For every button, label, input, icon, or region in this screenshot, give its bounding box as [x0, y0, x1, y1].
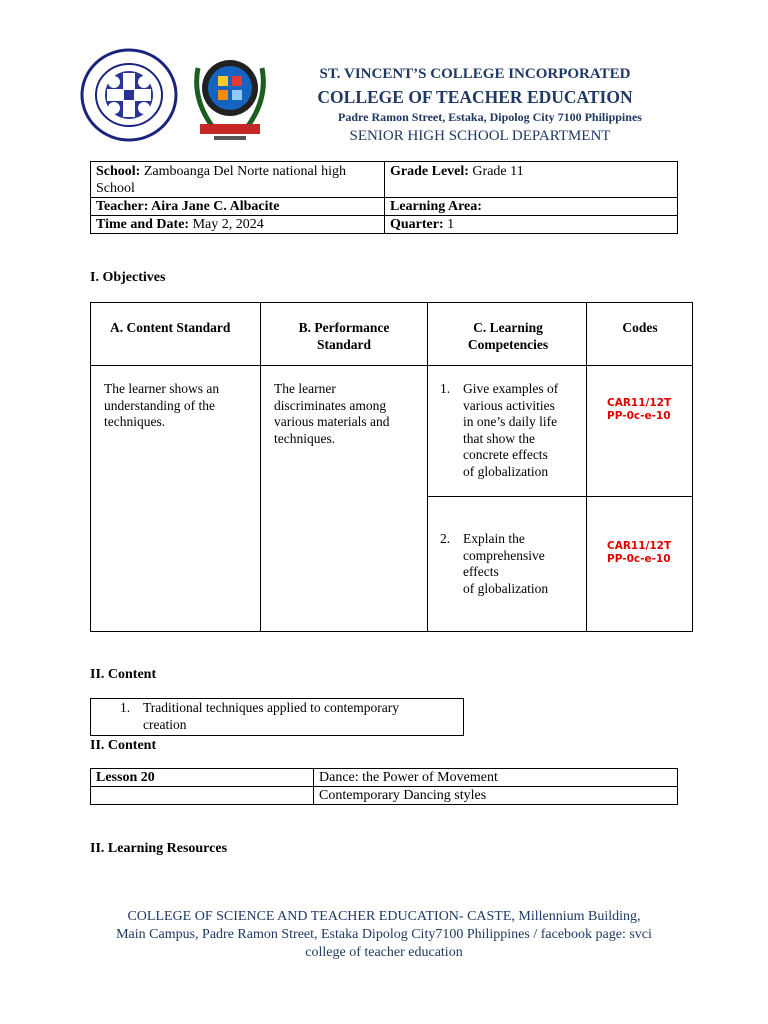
- info-table: [90, 161, 678, 234]
- content-std-line: understanding of the: [104, 397, 215, 413]
- col-performance-line1: B. Performance: [298, 320, 390, 335]
- footer-line: COLLEGE OF SCIENCE AND TEACHER EDUCATION- CASTE, Millennium Building,: [127, 909, 641, 924]
- comp1-line: Give examples of: [463, 381, 559, 396]
- col-competencies-line2: Competencies: [467, 336, 549, 352]
- obj-hline-comp: [427, 496, 692, 497]
- grade-label: Grade Level:: [390, 164, 469, 179]
- lesson-title: Dance: the Power of Movement: [314, 769, 678, 787]
- obj-hline-header: [90, 365, 692, 366]
- quarter-value: 1: [443, 217, 455, 232]
- school-value-1: Zamboanga Del Norte national high: [140, 164, 347, 179]
- code-2-line: CAR11/12T: [607, 540, 672, 552]
- cte-seal-logo: [190, 48, 270, 144]
- obj-vline-1: [260, 302, 261, 632]
- comp2-line: Explain the: [463, 531, 525, 546]
- code-1-line: PP-0c-e-10: [607, 410, 671, 422]
- lesson-label: Lesson 20: [91, 769, 314, 787]
- obj-vline-2: [427, 302, 428, 632]
- time-cell: [91, 216, 385, 234]
- department: SENIOR HIGH SCHOOL DEPARTMENT: [349, 128, 611, 144]
- comp1-line: that show the: [463, 430, 535, 446]
- code-2-line: PP-0c-e-10: [607, 553, 671, 565]
- footer-line: college of teacher education: [305, 945, 463, 960]
- content-item-text: [143, 700, 461, 733]
- perf-std-line: discriminates among: [274, 397, 387, 413]
- address: Padre Ramon Street, Estaka, Dipolog City 7100 Philippines: [338, 110, 642, 124]
- code-1: [607, 397, 671, 423]
- content-std-line: The learner shows an: [104, 381, 220, 396]
- comp2-line: effects: [463, 564, 499, 579]
- teacher-cell: Teacher: Aira Jane C. Albacite: [91, 198, 385, 216]
- col-performance-line2: Standard: [316, 336, 372, 352]
- comp1-line: of globalization: [463, 463, 549, 479]
- comp2-line: of globalization: [463, 580, 549, 596]
- learning-area-cell: Learning Area:: [385, 198, 678, 216]
- competency-2-number: 2.: [440, 531, 451, 546]
- objectives-heading: I. Objectives: [90, 270, 166, 285]
- time-value: May 2, 2024: [189, 217, 264, 232]
- col-content-standard: A. Content Standard: [110, 320, 231, 335]
- content-standard-text: [104, 381, 256, 431]
- college-name: COLLEGE OF TEACHER EDUCATION: [317, 87, 633, 107]
- comp2-line: comprehensive: [463, 547, 545, 563]
- perf-std-line: various materials and: [274, 414, 390, 429]
- svci-seal-logo: [80, 48, 178, 142]
- lesson-empty-cell: [91, 787, 314, 805]
- code-2: [607, 540, 671, 566]
- school-value-2: School: [96, 181, 135, 196]
- resources-heading: II. Learning Resources: [90, 841, 228, 856]
- content-item-number: 1.: [120, 700, 131, 715]
- time-label: Time and Date:: [96, 217, 190, 232]
- quarter-cell: [385, 216, 678, 234]
- perf-std-line: The learner: [274, 381, 336, 396]
- school-label: School:: [96, 164, 141, 179]
- col-codes: Codes: [622, 320, 658, 335]
- grade-value: Grade 11: [468, 164, 524, 179]
- col-performance-standard: [262, 320, 426, 353]
- perf-std-line: techniques.: [274, 430, 336, 446]
- content-item-line: Traditional techniques applied to contemporary: [143, 700, 399, 715]
- competency-1-text: [463, 381, 585, 480]
- footer: [40, 908, 728, 962]
- school-cell: [91, 162, 385, 198]
- col-learning-competencies: [430, 320, 586, 353]
- comp1-line: various activities: [463, 397, 555, 413]
- competency-2-text: [463, 531, 585, 597]
- competency-1-number: 1.: [440, 381, 451, 396]
- quarter-label: Quarter:: [390, 217, 444, 232]
- content-heading-2: II. Content: [90, 738, 157, 753]
- lesson-table: [90, 768, 678, 805]
- content-std-line: techniques.: [104, 414, 166, 429]
- content-item-line: creation: [143, 716, 187, 732]
- performance-standard-text: [274, 381, 424, 447]
- content-heading-1: II. Content: [90, 667, 157, 682]
- col-competencies-line1: C. Learning: [473, 320, 543, 335]
- comp1-line: in one’s daily life: [463, 414, 558, 429]
- grade-cell: [385, 162, 678, 198]
- comp1-line: concrete effects: [463, 447, 548, 462]
- footer-line: Main Campus, Padre Ramon Street, Estaka Dipolog City7100 Philippines / facebook page: svci: [116, 927, 652, 942]
- code-1-line: CAR11/12T: [607, 397, 672, 409]
- institution-name: ST. VINCENT’S COLLEGE INCORPORATED: [319, 66, 631, 82]
- lesson-subtitle: Contemporary Dancing styles: [314, 787, 678, 805]
- obj-vline-3: [586, 302, 587, 632]
